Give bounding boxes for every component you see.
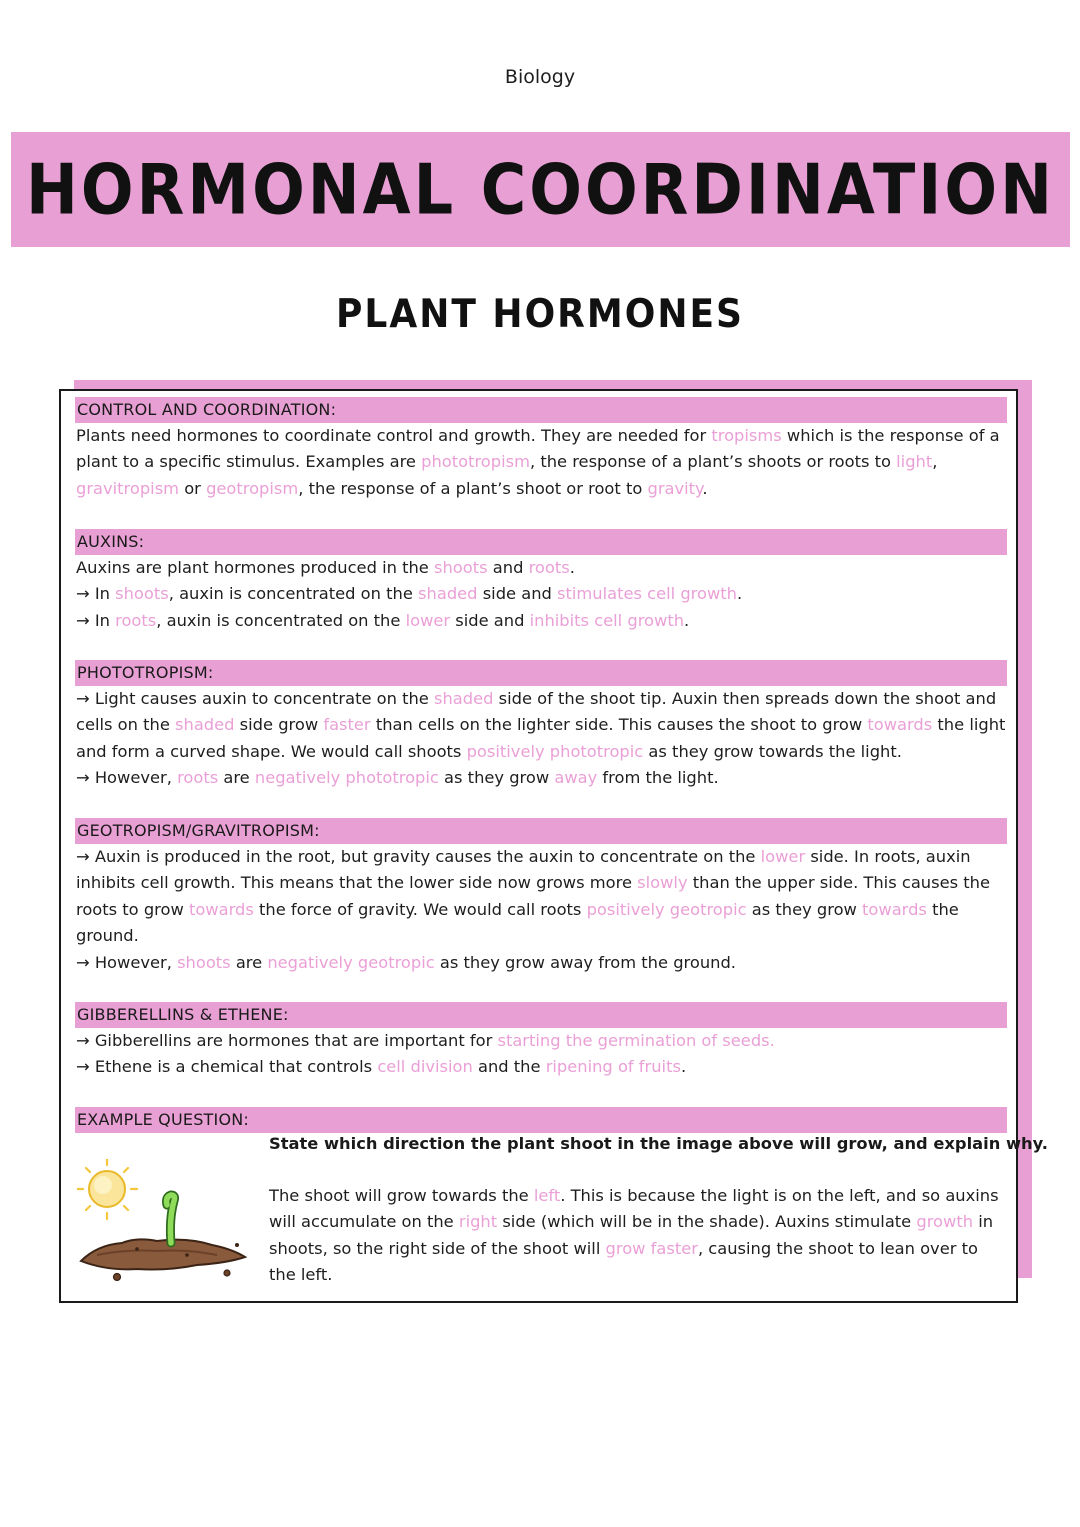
section-auxins <box>75 529 1007 634</box>
section-heading: GEOTROPISM/GRAVITROPISM: <box>75 818 1007 844</box>
section-control <box>75 397 1007 502</box>
section-body: → Gibberellins are hormones that are important for starting the germination of seeds. → Ethene is a chemical that controls cell division and the ripening of fruits. <box>76 1031 775 1077</box>
section-body: Plants need hormones to coordinate control and growth. They are needed for tropisms which is the response of a plant to a specific stimulus. Examples are phototropism, the response of a plant’s shoots or roots to light, gravitropism or geotropism, the response of a plant’s shoot or root to gravity. <box>76 426 1000 498</box>
section-phototropism <box>75 660 1007 792</box>
section-heading: AUXINS: <box>75 529 1007 555</box>
sun-icon <box>77 1159 137 1219</box>
section-body: → Auxin is produced in the root, but gravity causes the auxin to concentrate on the lower side. In roots, auxin inhibits cell growth. This means that the lower side now grows more slowly than the upper side. This causes the roots to grow towards the force of gravity. We would call roots positively geotropic as they grow towards the ground. → However, shoots are negatively geotropic as they grow away from the ground. <box>76 847 990 972</box>
section-subtitle: PLANT HORMONES <box>336 291 744 338</box>
section-heading: CONTROL AND COORDINATION: <box>75 397 1007 423</box>
section-body: Auxins are plant hormones produced in the shoots and roots. → In shoots, auxin is concentrated on the shaded side and stimulates cell growth. → In roots, auxin is concentrated on the lower side and inhibits cell growth. <box>76 558 743 630</box>
notes-box <box>59 389 1048 1303</box>
seedling-icon <box>167 1195 175 1243</box>
section-example <box>75 1107 1007 1133</box>
page-title: HORMONAL COORDINATION <box>26 148 1055 231</box>
section-heading: GIBBERELLINS & ETHENE: <box>75 1002 1007 1028</box>
soil-mound-icon <box>81 1239 245 1280</box>
subject-label: Biology <box>504 66 576 88</box>
title-banner <box>11 132 1070 247</box>
section-heading: EXAMPLE QUESTION: <box>75 1107 1007 1133</box>
section-body: → Light causes auxin to concentrate on the shaded side of the shoot tip. Auxin then spreads down the shoot and cells on the shaded side grow faster than cells on the lighter side. This causes the shoot to grow towards the light and form a curved shape. We would call shoots positively phototropic as they grow towards the light. → However, roots are negatively phototropic as they grow away from the light. <box>76 689 1006 788</box>
example-question: State which direction the plant shoot in the image above will grow, and explain why. <box>269 1134 1048 1153</box>
section-heading: PHOTOTROPISM: <box>75 660 1007 686</box>
section-gibberellins <box>75 1002 1007 1081</box>
plant-illustration <box>77 1159 252 1287</box>
example-answer: The shoot will grow towards the left. This is because the light is on the left, and so auxins will accumulate on the right side (which will be in the shade). Auxins stimulate growth in shoots, so the right side of the shoot will grow faster, causing the shoot to lean over to the left. <box>269 1186 999 1285</box>
section-geotropism <box>75 818 1007 976</box>
